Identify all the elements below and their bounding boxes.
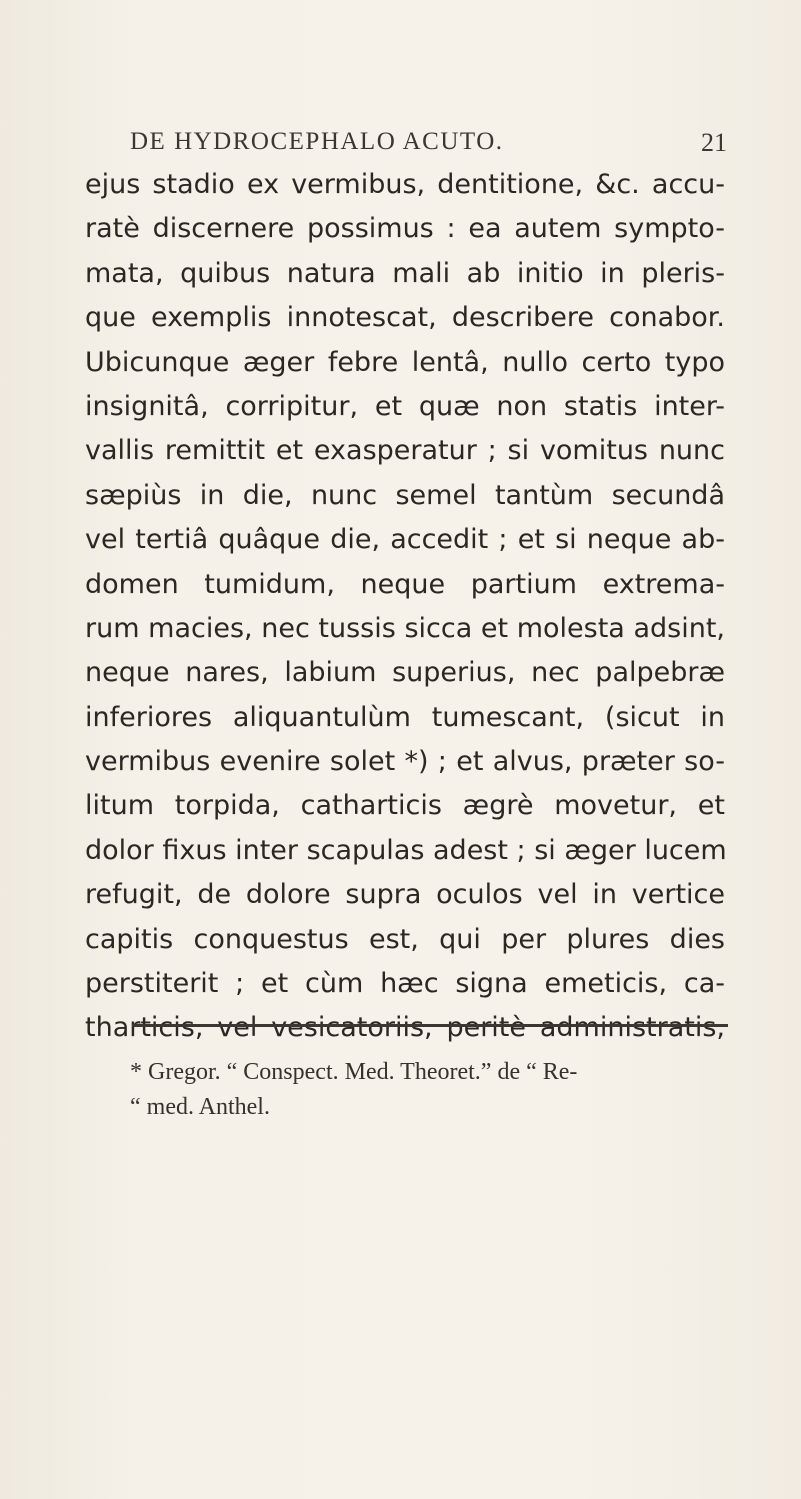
text-line: dolor fixus inter scapulas adest ; si æger lucem <box>85 834 727 866</box>
text-line: vel tertiâ quâque die, accedit ; et si neque ab- <box>85 524 725 556</box>
page-number: 21 <box>701 128 727 157</box>
running-head-title: DE HYDROCEPHALO ACUTO. <box>130 128 504 155</box>
text-line: que exemplis innotescat, describere conabor. <box>85 302 725 334</box>
text-line: capitis conquestus est, qui per plures dies <box>85 923 725 955</box>
text-line: perstiterit ; et cùm hæc signa emeticis, ca- <box>85 968 725 1000</box>
text-line: mata, quibus natura mali ab initio in pleris- <box>85 257 725 289</box>
text-line: ratè discernere possimus : ea autem sympto- <box>85 213 725 245</box>
footnote-line: “ med. Anthel. <box>130 1094 270 1120</box>
footnote-line: * Gregor. “ Conspect. Med. Theoret.” de “ Re- <box>130 1059 578 1085</box>
text-line: tharticis, vel vesicatoriis, peritè administratis, <box>85 1012 725 1044</box>
text-line: inferiores aliquantulùm tumescant, (sicut in <box>85 701 725 733</box>
text-line: refugit, de dolore supra oculos vel in vertice <box>85 879 725 911</box>
body-text <box>85 163 725 1051</box>
text-line: vermibus evenire solet *) ; et alvus, præter so- <box>85 746 725 778</box>
text-line: neque nares, labium superius, nec palpebræ <box>85 657 725 689</box>
text-line: vallis remittit et exasperatur ; si vomitus nunc <box>85 435 725 467</box>
text-line: litum torpida, catharticis ægrè movetur, et <box>85 790 725 822</box>
text-line: sæpiùs in die, nunc semel tantùm secundâ <box>85 479 725 511</box>
text-line: Ubicunque æger febre lentâ, nullo certo typo <box>85 346 725 378</box>
text-line: rum macies, nec tussis sicca et molesta adsint, <box>85 612 725 644</box>
text-line: domen tumidum, neque partium extrema- <box>85 568 725 600</box>
footnote <box>130 1055 740 1125</box>
text-line: ejus stadio ex vermibus, dentitione, &c. accu- <box>85 169 725 200</box>
text-line: insignitâ, corripitur, et quæ non statis inter- <box>85 390 725 422</box>
footnote-divider <box>132 1024 728 1027</box>
